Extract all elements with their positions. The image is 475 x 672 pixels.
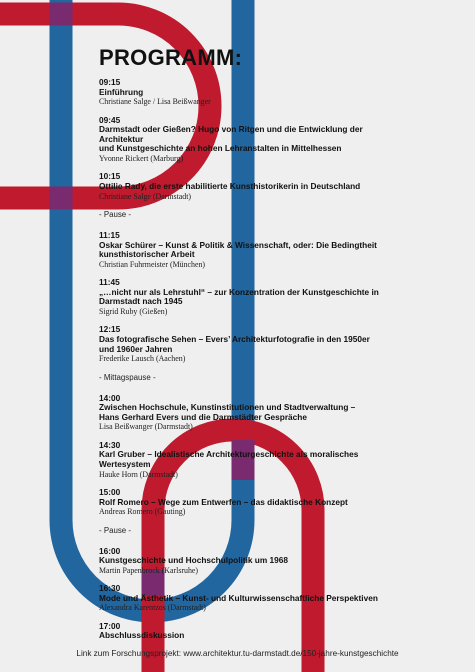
session-time: 14:30 bbox=[99, 439, 121, 450]
talk-title: „…nicht nur als Lehrstuhl“ – zur Konzentration der Kunstgeschichte in Darmstadt nach 1945 bbox=[99, 286, 379, 307]
session-time: 14:00 bbox=[99, 392, 121, 403]
program-list bbox=[99, 78, 399, 641]
speaker-name: Christiane Salge / Lisa Beißwanger bbox=[99, 97, 211, 107]
stripe-overlap bbox=[50, 3, 73, 26]
speaker-name: Lisa Beißwanger (Darmstadt) bbox=[99, 422, 193, 432]
talk-title: Oskar Schürer – Kunst & Politik & Wissenschaft, oder: Die Bedingtheit kunsthistorischer Arbeit bbox=[99, 239, 377, 260]
program-entry bbox=[99, 584, 399, 613]
session-time: 16:00 bbox=[99, 545, 121, 556]
program-entry bbox=[99, 488, 399, 517]
session-time: 15:00 bbox=[99, 486, 121, 497]
speaker-name: Andreas Romero (Gauting) bbox=[99, 507, 186, 517]
program-entry bbox=[99, 116, 399, 164]
page-title: PROGRAMM: bbox=[99, 45, 243, 70]
session-time: 12:15 bbox=[99, 324, 121, 335]
talk-title: Zwischen Hochschule, Kunstinstitutionen und Stadtverwaltung – Hans Gerhard Evers und die Darmstädter Gespräche bbox=[99, 402, 356, 422]
program-entry bbox=[99, 278, 399, 316]
session-time: 16:30 bbox=[99, 583, 121, 594]
program-entry bbox=[99, 78, 399, 107]
session-time: 17:00 bbox=[99, 620, 121, 631]
talk-title: Kunstgeschichte und Hochschulpolitik um 1968 bbox=[99, 555, 289, 566]
talk-title: Einführung bbox=[99, 86, 144, 97]
session-time: 09:15 bbox=[99, 77, 121, 87]
talk-title: Karl Gruber – Idealistische Architekturgeschichte als moralisches Wertesystem bbox=[99, 449, 359, 469]
program-entry bbox=[99, 172, 399, 201]
pause-label: - Pause - bbox=[99, 525, 132, 535]
talk-title: Das fotografische Sehen – Evers’ Architekturfotografie in den 1950er und 1960er Jahren bbox=[99, 333, 370, 354]
program-entry bbox=[99, 231, 399, 269]
program-entry bbox=[99, 394, 399, 432]
speaker-name: Yvonne Rickert (Marburg) bbox=[99, 153, 184, 163]
session-time: 10:15 bbox=[99, 171, 121, 182]
talk-title: Ottilie Rady, die erste habilitierte Kunsthistorikerin in Deutschland bbox=[99, 180, 361, 191]
speaker-name: Christiane Salge (Darmstadt) bbox=[99, 191, 192, 201]
program-entry bbox=[99, 547, 399, 576]
speaker-name: Sigrid Ruby (Gießen) bbox=[99, 306, 168, 316]
footer-link[interactable]: Link zum Forschungsprojekt: www.architektur.tu-darmstadt.de/150-jahre-kunstgeschichte bbox=[76, 649, 399, 658]
program-entry bbox=[99, 622, 399, 641]
program-entry bbox=[99, 325, 399, 363]
speaker-name: Christian Fuhrmeister (München) bbox=[99, 259, 206, 269]
program-content bbox=[99, 45, 399, 650]
talk-title: Rolf Romero – Wege zum Entwerfen – das didaktische Konzept bbox=[99, 496, 348, 507]
talk-title: Darmstadt oder Gießen? Hugo von Ritgen und die Entwicklung der Architektur und Kunstgeschichte an hohen Lehranstalten in Mittelhessen bbox=[99, 124, 363, 154]
talk-title: Mode und Ästhetik – Kunst- und Kulturwissenschaftliche Perspektiven bbox=[99, 592, 378, 603]
speaker-name: Alexandra Karentzos (Darmstadt) bbox=[99, 603, 206, 613]
program-entry bbox=[99, 441, 399, 479]
stripe-overlap bbox=[50, 187, 73, 210]
pause-label: - Pause - bbox=[99, 209, 132, 219]
session-time: 09:45 bbox=[99, 114, 121, 125]
speaker-name: Hauke Horn (Darmstadt) bbox=[99, 469, 178, 479]
pause-label: - Mittagspause - bbox=[99, 372, 156, 382]
speaker-name: Frederike Lausch (Aachen) bbox=[99, 354, 186, 364]
session-time: 11:15 bbox=[99, 229, 120, 240]
session-time: 11:45 bbox=[99, 277, 120, 288]
speaker-name: Martin Papenbrock (Karlsruhe) bbox=[99, 565, 199, 575]
talk-title: Abschlussdiskussion bbox=[99, 630, 185, 641]
